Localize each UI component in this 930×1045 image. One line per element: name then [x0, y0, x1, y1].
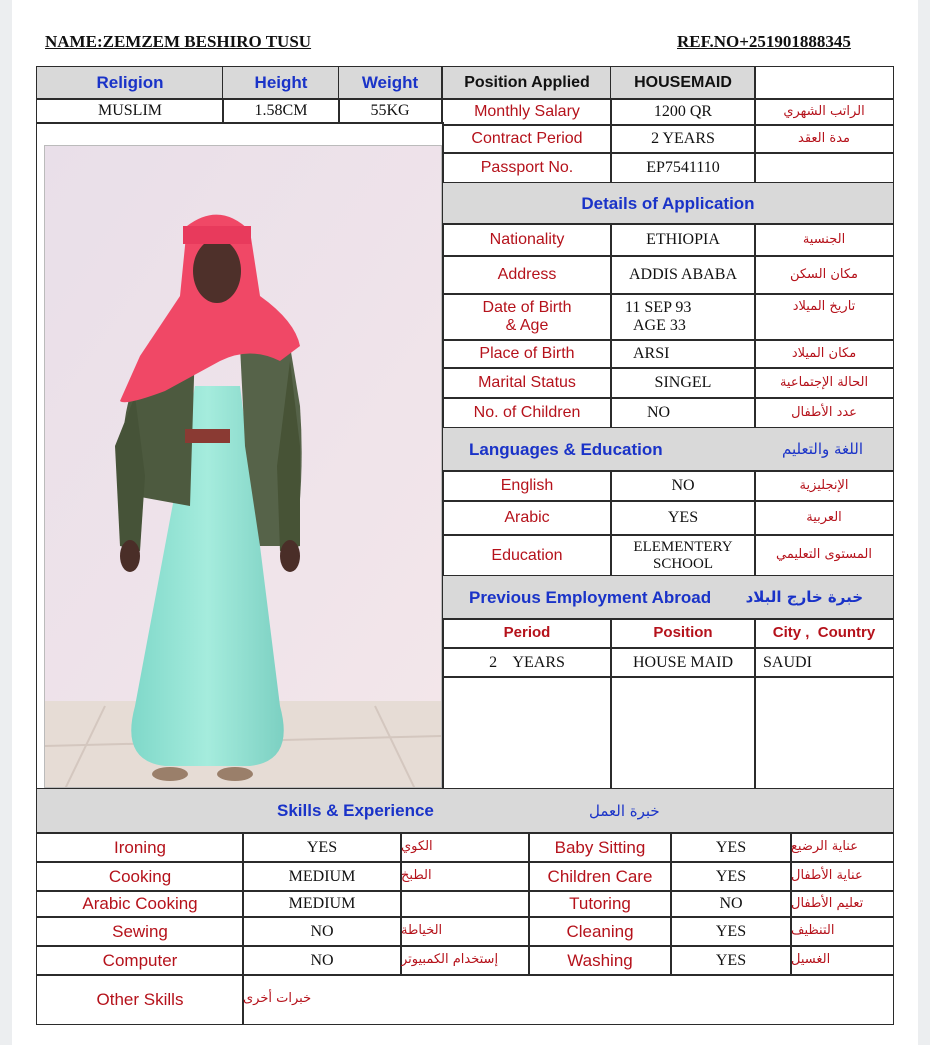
contract-period-value: 2 YEARS [610, 124, 756, 154]
pob-value: ARSI [610, 339, 756, 369]
skill-cooking-arabic: الطبخ [400, 861, 530, 892]
skill-sewing-value: NO [242, 916, 402, 947]
employment-title-arabic: خبرة خارج البلاد [745, 588, 863, 607]
skill-washing-arabic: الغسيل [790, 945, 894, 976]
employment-period-header: Period [442, 618, 612, 649]
skill-babysitting-label: Baby Sitting [528, 832, 672, 863]
education-label: Education [442, 534, 612, 577]
skill-computer-arabic: إستخدام الكمبيوتر [400, 945, 530, 976]
religion-value: MUSLIM [36, 98, 224, 124]
position-applied-value: HOUSEMAID [610, 66, 756, 100]
education-value-line1: ELEMENTERY [633, 538, 733, 555]
skill-tutoring-arabic: تعليم الأطفال [790, 890, 894, 918]
arabic-label: Arabic [442, 500, 612, 536]
english-arabic: الإنجليزية [754, 470, 894, 502]
skill-computer-label: Computer [36, 945, 244, 976]
other-skills-label: Other Skills [36, 974, 244, 1025]
religion-header: Religion [36, 66, 224, 100]
contract-period-label: Contract Period [442, 124, 612, 154]
dob-arabic: تاريخ الميلاد [754, 293, 894, 341]
employment-country-value: SAUDI [754, 647, 894, 678]
languages-title-arabic: اللغة والتعليم [782, 440, 863, 459]
arabic-value: YES [610, 500, 756, 536]
address-label: Address [442, 255, 612, 295]
employment-empty-cell [610, 676, 756, 790]
position-applied-arabic-blank [754, 66, 894, 100]
employment-empty-cell [754, 676, 894, 790]
passport-value: EP7541110 [610, 152, 756, 184]
skill-cleaning-arabic: التنظيف [790, 916, 894, 947]
dob-label-line1: Date of Birth [482, 299, 572, 317]
skills-title: Skills & Experience [277, 801, 434, 821]
dob-value-age: AGE 33 [633, 317, 686, 334]
dob-label [442, 293, 612, 341]
skill-computer-value: NO [242, 945, 402, 976]
address-value: ADDIS ABABA [610, 255, 756, 295]
education-arabic: المستوى التعليمي [754, 534, 894, 577]
education-value [610, 534, 756, 577]
skill-babysitting-value: YES [670, 832, 792, 863]
position-applied-label: Position Applied [442, 66, 612, 100]
pob-arabic: مكان الميلاد [754, 339, 894, 369]
contract-period-arabic: مدة العقد [754, 124, 894, 154]
skill-childrencare-label: Children Care [528, 861, 672, 892]
marital-arabic: الحالة الإجتماعية [754, 367, 894, 399]
skill-tutoring-value: NO [670, 890, 792, 918]
dob-label-line2: & Age [505, 317, 549, 334]
employment-period-value: 2 YEARS [442, 647, 612, 678]
skill-sewing-label: Sewing [36, 916, 244, 947]
candidate-name: NAME:ZEMZEM BESHIRO TUSU [45, 32, 312, 51]
skill-childrencare-arabic: عناية الأطفال [790, 861, 894, 892]
skill-arabic-cooking-label: Arabic Cooking [36, 890, 244, 918]
other-skills-arabic: خبرات أخرى [242, 974, 894, 1025]
salary-value: 1200 QR [610, 98, 756, 126]
skill-ironing-value: YES [242, 832, 402, 863]
english-label: English [442, 470, 612, 502]
skill-arabic-cooking-value: MEDIUM [242, 890, 402, 918]
employment-position-value: HOUSE MAID [610, 647, 756, 678]
employment-country-header: City , Country [754, 618, 894, 649]
height-value: 1.58CM [222, 98, 340, 124]
height-header: Height [222, 66, 340, 100]
pob-label: Place of Birth [442, 339, 612, 369]
children-value: NO [610, 397, 756, 429]
skill-ironing-arabic: الكوي [400, 832, 530, 863]
skill-washing-label: Washing [528, 945, 672, 976]
skill-cleaning-label: Cleaning [528, 916, 672, 947]
address-arabic: مكان السكن [754, 255, 894, 295]
skill-cleaning-value: YES [670, 916, 792, 947]
skill-arabic-cooking-arabic [400, 890, 530, 918]
nationality-arabic: الجنسية [754, 223, 894, 257]
candidate-photo [44, 145, 442, 788]
salary-arabic: الراتب الشهري [754, 98, 894, 126]
employment-title: Previous Employment Abroad [469, 587, 712, 607]
skills-title-bar [36, 788, 894, 834]
skills-title-arabic: خبرة العمل [589, 801, 660, 820]
dob-value [610, 293, 756, 341]
skill-cooking-value: MEDIUM [242, 861, 402, 892]
education-value-line2: SCHOOL [652, 555, 713, 572]
skill-washing-value: YES [670, 945, 792, 976]
weight-value: 55KG [338, 98, 442, 124]
nationality-value: ETHIOPIA [610, 223, 756, 257]
passport-label: Passport No. [442, 152, 612, 184]
arabic-arabic: العربية [754, 500, 894, 536]
weight-header: Weight [338, 66, 442, 100]
details-title: Details of Application [442, 182, 894, 225]
english-value: NO [610, 470, 756, 502]
skill-tutoring-label: Tutoring [528, 890, 672, 918]
skill-childrencare-value: YES [670, 861, 792, 892]
skill-babysitting-arabic: عناية الرضيع [790, 832, 894, 863]
children-arabic: عدد الأطفال [754, 397, 894, 429]
employment-position-header: Position [610, 618, 756, 649]
marital-label: Marital Status [442, 367, 612, 399]
passport-arabic [754, 152, 894, 184]
reference-number: REF.NO+251901888345 [677, 32, 851, 51]
dob-value-date: 11 SEP 93 [625, 299, 692, 317]
languages-title: Languages & Education [469, 439, 663, 459]
languages-title-bar [442, 427, 894, 472]
employment-title-bar [442, 575, 894, 620]
salary-label: Monthly Salary [442, 98, 612, 126]
skill-ironing-label: Ironing [36, 832, 244, 863]
nationality-label: Nationality [442, 223, 612, 257]
marital-value: SINGEL [610, 367, 756, 399]
skill-sewing-arabic: الخياطة [400, 916, 530, 947]
children-label: No. of Children [442, 397, 612, 429]
skill-cooking-label: Cooking [36, 861, 244, 892]
employment-empty-cell [442, 676, 612, 790]
